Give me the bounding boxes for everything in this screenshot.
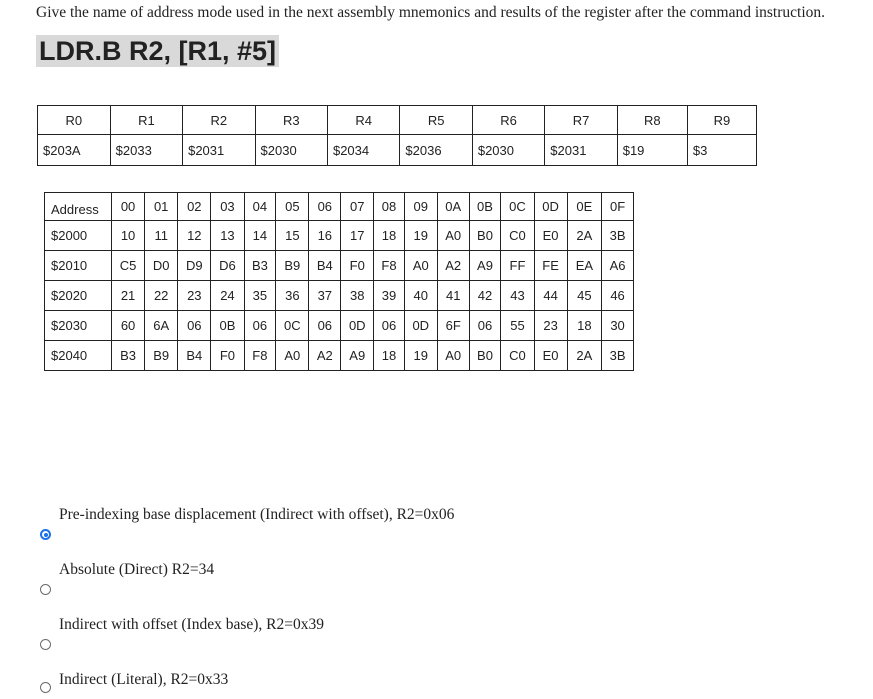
memory-cell: 2A — [567, 221, 601, 251]
column-header: 01 — [145, 193, 178, 221]
register-name: R3 — [255, 106, 327, 135]
memory-cell: B0 — [469, 341, 501, 371]
memory-cell: 18 — [374, 341, 404, 371]
memory-cell: 42 — [469, 281, 501, 311]
column-header: 0A — [437, 193, 469, 221]
memory-cell: 19 — [404, 341, 437, 371]
row-address: $2010 — [45, 251, 112, 281]
memory-cell: 23 — [178, 281, 211, 311]
memory-cell: 06 — [178, 311, 211, 341]
memory-cell: A9 — [469, 251, 501, 281]
memory-cell: 12 — [178, 221, 211, 251]
column-header: 0F — [602, 193, 634, 221]
memory-cell: E0 — [534, 221, 567, 251]
memory-cell: 18 — [374, 221, 404, 251]
memory-cell: 44 — [534, 281, 567, 311]
memory-cell: C0 — [501, 221, 534, 251]
memory-cell: 41 — [437, 281, 469, 311]
mnemonic-title: LDR.B R2, [R1, #5] — [36, 35, 279, 67]
memory-cell: 46 — [602, 281, 634, 311]
memory-cell: F8 — [244, 341, 276, 371]
memory-cell: 39 — [374, 281, 404, 311]
memory-cell: 40 — [404, 281, 437, 311]
column-header: 08 — [374, 193, 404, 221]
column-header: 03 — [211, 193, 244, 221]
register-value: $19 — [617, 135, 687, 166]
memory-cell: 37 — [309, 281, 341, 311]
memory-cell: E0 — [534, 341, 567, 371]
memory-header-row — [45, 193, 634, 221]
radio-button-selected[interactable] — [40, 529, 51, 540]
memory-cell: 6A — [145, 311, 178, 341]
column-header: 0C — [501, 193, 534, 221]
radio-button[interactable] — [40, 682, 51, 693]
memory-cell: 16 — [309, 221, 341, 251]
memory-cell: 15 — [276, 221, 309, 251]
register-value: $3 — [687, 135, 756, 166]
memory-cell: A0 — [437, 341, 469, 371]
memory-cell: 19 — [404, 221, 437, 251]
column-header: 09 — [404, 193, 437, 221]
column-header: 04 — [244, 193, 276, 221]
memory-cell: D6 — [211, 251, 244, 281]
memory-cell: A0 — [276, 341, 309, 371]
memory-cell: 55 — [501, 311, 534, 341]
memory-cell: F8 — [374, 251, 404, 281]
memory-cell: A2 — [309, 341, 341, 371]
memory-cell: 06 — [374, 311, 404, 341]
memory-cell: 14 — [244, 221, 276, 251]
memory-cell: A9 — [341, 341, 374, 371]
register-name: R1 — [110, 106, 182, 135]
radio-button[interactable] — [40, 584, 51, 595]
memory-cell: D0 — [145, 251, 178, 281]
memory-cell: 36 — [276, 281, 309, 311]
register-name: R9 — [687, 106, 756, 135]
memory-cell: F0 — [211, 341, 244, 371]
column-header: 00 — [112, 193, 145, 221]
memory-cell: F0 — [341, 251, 374, 281]
memory-cell: 11 — [145, 221, 178, 251]
memory-cell: A6 — [602, 251, 634, 281]
memory-cell: A0 — [437, 221, 469, 251]
column-header: 02 — [178, 193, 211, 221]
register-value: $2030 — [255, 135, 327, 166]
memory-cell: 6F — [437, 311, 469, 341]
memory-cell: FE — [534, 251, 567, 281]
memory-table — [44, 192, 634, 371]
memory-cell: EA — [567, 251, 601, 281]
register-name: R8 — [617, 106, 687, 135]
memory-cell: 13 — [211, 221, 244, 251]
memory-cell: FF — [501, 251, 534, 281]
memory-cell: 2A — [567, 341, 601, 371]
column-header: 07 — [341, 193, 374, 221]
memory-cell: 06 — [469, 311, 501, 341]
option-label: Absolute (Direct) R2=34 — [59, 561, 215, 578]
memory-cell: 23 — [534, 311, 567, 341]
memory-cell: 35 — [244, 281, 276, 311]
memory-cell: A0 — [404, 251, 437, 281]
memory-cell: C5 — [112, 251, 145, 281]
column-header: 06 — [309, 193, 341, 221]
column-header: 0B — [469, 193, 501, 221]
memory-cell: 18 — [567, 311, 601, 341]
memory-cell: 0C — [276, 311, 309, 341]
memory-cell: B4 — [178, 341, 211, 371]
memory-cell: B4 — [309, 251, 341, 281]
memory-cell: D9 — [178, 251, 211, 281]
column-header: 0E — [567, 193, 601, 221]
question-text: Give the name of address mode used in the next assembly mnemonics and results of the register after the command instruction. — [36, 4, 825, 21]
row-address: $2030 — [45, 311, 112, 341]
table-row — [45, 221, 634, 251]
memory-cell: 06 — [309, 311, 341, 341]
option-label: Indirect with offset (Index base), R2=0x39 — [59, 616, 324, 633]
memory-cell: 45 — [567, 281, 601, 311]
table-row — [45, 251, 634, 281]
row-address: $2040 — [45, 341, 112, 371]
memory-cell: 0D — [404, 311, 437, 341]
register-table — [37, 105, 757, 166]
register-value: $2031 — [183, 135, 255, 166]
register-value: $2034 — [327, 135, 399, 166]
table-row — [45, 281, 634, 311]
memory-cell: 38 — [341, 281, 374, 311]
table-row — [45, 311, 634, 341]
memory-cell: 06 — [244, 311, 276, 341]
table-row — [45, 341, 634, 371]
memory-cell: A2 — [437, 251, 469, 281]
memory-cell: C0 — [501, 341, 534, 371]
memory-cell: 24 — [211, 281, 244, 311]
column-header: 0D — [534, 193, 567, 221]
memory-cell: 30 — [602, 311, 634, 341]
register-name: R4 — [327, 106, 399, 135]
memory-cell: B0 — [469, 221, 501, 251]
register-name: R2 — [183, 106, 255, 135]
memory-cell: 3B — [602, 221, 634, 251]
register-name: R7 — [545, 106, 617, 135]
memory-cell: 0D — [341, 311, 374, 341]
register-name: R0 — [38, 106, 111, 135]
memory-cell: B9 — [145, 341, 178, 371]
memory-cell: B3 — [112, 341, 145, 371]
memory-cell: 21 — [112, 281, 145, 311]
register-value: $2033 — [110, 135, 182, 166]
memory-cell: 3B — [602, 341, 634, 371]
radio-button[interactable] — [40, 639, 51, 650]
register-value: $203A — [38, 135, 111, 166]
register-name: R5 — [400, 106, 472, 135]
address-header: Address — [45, 193, 112, 221]
register-value: $2031 — [545, 135, 617, 166]
option-label: Pre-indexing base displacement (Indirect with offset), R2=0x06 — [59, 506, 455, 523]
memory-cell: 60 — [112, 311, 145, 341]
memory-cell: 22 — [145, 281, 178, 311]
memory-cell: 0B — [211, 311, 244, 341]
option-label: Indirect (Literal), R2=0x33 — [59, 671, 229, 688]
column-header: 05 — [276, 193, 309, 221]
row-address: $2020 — [45, 281, 112, 311]
memory-cell: B3 — [244, 251, 276, 281]
memory-cell: 10 — [112, 221, 145, 251]
memory-cell: 17 — [341, 221, 374, 251]
register-value: $2030 — [472, 135, 544, 166]
register-value: $2036 — [400, 135, 472, 166]
memory-cell: B9 — [276, 251, 309, 281]
row-address: $2000 — [45, 221, 112, 251]
register-name: R6 — [472, 106, 544, 135]
memory-cell: 43 — [501, 281, 534, 311]
